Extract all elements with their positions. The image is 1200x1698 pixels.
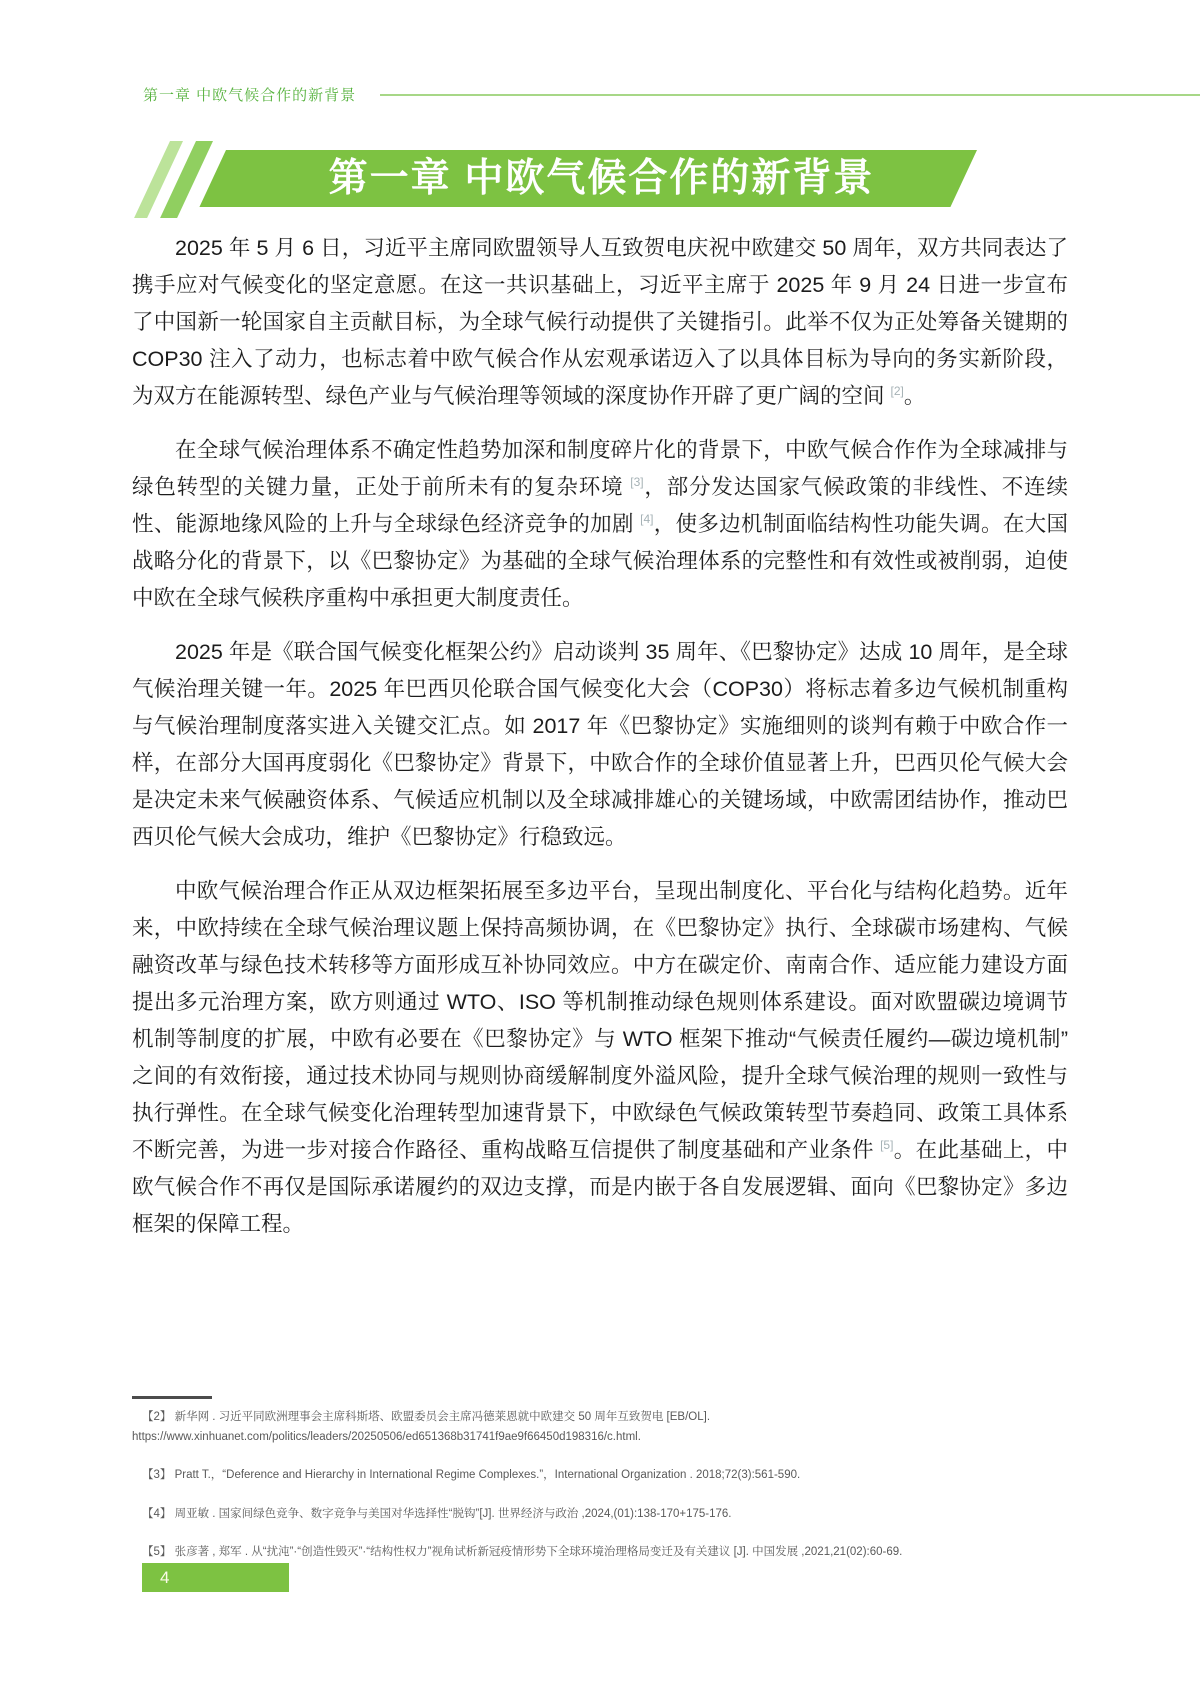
footnote-line: 【3】 Pratt T.，“Deference and Hierarchy in International Regime Complexes.”，International Organization . 2018;72(3):561-590. <box>142 1469 801 1481</box>
footnote-ref: [3] <box>630 474 644 489</box>
body-paragraph: 中欧气候治理合作正从双边框架拓展至多边平台，呈现出制度化、平台化与结构化趋势。近年来，中欧持续在全球气候治理议题上保持高频协调，在《巴黎协定》执行、全球碳市场建构、气候融资改革与绿色技术转移等方面形成互补协同效应。中方在碳定价、南南合作、适应能力建设方面提出多元治理方案，欧方则通过 WTO、ISO 等机制推动绿色规则体系建设。面对欧盟碳边境调节机制等制度的扩展，中欧有必要在《巴黎协定》与 WTO 框架下推动“气候责任履约—碳边境机制”之间的有效衔接，通过技术协同与规则协商缓解制度外溢风险，提升全球气候治理的规则一致性与执行弹性。在全球气候变化治理转型加速背景下，中欧绿色气候政策转型节奏趋同、政策工具体系不断完善，为进一步对接合作路径、重构战略互信提供了制度基础和产业条件 [5]。在此基础上，中欧气候合作不再仅是国际承诺履约的双边支撑，而是内嵌于各自发展逻辑、面向《巴黎协定》多边框架的保障工程。 <box>132 879 1068 1236</box>
chapter-title: 第一章 中欧气候合作的新背景 <box>328 157 875 200</box>
footnote-item <box>132 1505 1068 1525</box>
footnote-line: 【2】 新华网 . 习近平同欧洲理事会主席科斯塔、欧盟委员会主席冯德莱恩就中欧建交 50 周年互致贺电 [EB/OL]. <box>142 1411 711 1423</box>
footnote-line: 【4】 周亚敏 . 国家间绿色竞争、数字竞争与美国对华选择性“脱钩”[J]. 世界经济与政治 ,2024,(01):138-170+175-176. <box>142 1507 732 1520</box>
page-number: 4 <box>160 1568 170 1587</box>
page-number-box <box>142 1563 289 1592</box>
footnote-item <box>132 1543 1068 1563</box>
footnotes-list <box>132 1408 1068 1582</box>
footnote-ref: [5] <box>880 1137 894 1152</box>
footnote-ref: [2] <box>890 383 904 398</box>
body-paragraph: 2025 年 5 月 6 日，习近平主席同欧盟领导人互致贺电庆祝中欧建交 50 周年，双方共同表达了携手应对气候变化的坚定意愿。在这一共识基础上，习近平主席于 2025 年 9 月 24 日进一步宣布了中国新一轮国家自主贡献目标，为全球气候行动提供了关键指引。此举不仅为正处筹备关键期的 COP30 注入了动力，也标志着中欧气候合作从宏观承诺迈入了以具体目标为导向的务实新阶段，为双方在能源转型、绿色产业与气候治理等领域的深度协作开辟了更广阔的空间 [2]。 <box>132 236 1068 408</box>
footnote-divider <box>132 1396 212 1399</box>
body-paragraph: 2025 年是《联合国气候变化框架公约》启动谈判 35 周年、《巴黎协定》达成 10 周年，是全球气候治理关键一年。2025 年巴西贝伦联合国气候变化大会（COP30）将标志着多边气候机制重构与气候治理制度落实进入关键交汇点。如 2017 年《巴黎协定》实施细则的谈判有赖于中欧合作一样，在部分大国再度弱化《巴黎协定》背景下，中欧合作的全球价值显著上升，巴西贝伦气候大会是决定未来气候融资体系、气候适应机制以及全球减排雄心的关键场域，中欧需团结协作，推动巴西贝伦气候大会成功，维护《巴黎协定》行稳致远。 <box>132 640 1068 849</box>
footnote-line: 【5】 张彦著 , 郑军 . 从“扰沌”·“创造性毁灭”·“结构性权力”视角试析新冠疫情形势下全球环境治理格局变迁及有关建议 [J]. 中国发展 ,2021,21(02):60-69. <box>142 1546 903 1558</box>
footnote-item <box>132 1466 1068 1486</box>
header-rule-line <box>380 94 1200 96</box>
footnote-item <box>132 1408 1068 1447</box>
running-header-title: 第一章 中欧气候合作的新背景 <box>143 87 357 104</box>
body-paragraph: 在全球气候治理体系不确定性趋势加深和制度碎片化的背景下，中欧气候合作作为全球减排与绿色转型的关键力量，正处于前所未有的复杂环境 [3]，部分发达国家气候政策的非线性、不连续性、能源地缘风险的上升与全球绿色经济竞争的加剧 [4]，使多边机制面临结构性功能失调。在大国战略分化的背景下，以《巴黎协定》为基础的全球气候治理体系的完整性和有效性或被削弱，迫使中欧在全球气候秩序重构中承担更大制度责任。 <box>132 438 1068 610</box>
body-paragraphs <box>132 230 1068 1260</box>
running-header <box>143 84 1200 105</box>
footnote-line: https://www.xinhuanet.com/politics/leaders/20250506/ed651368b31741f9ae9f66450d198316/c.html. <box>132 1430 641 1443</box>
footnote-ref: [4] <box>640 511 654 526</box>
